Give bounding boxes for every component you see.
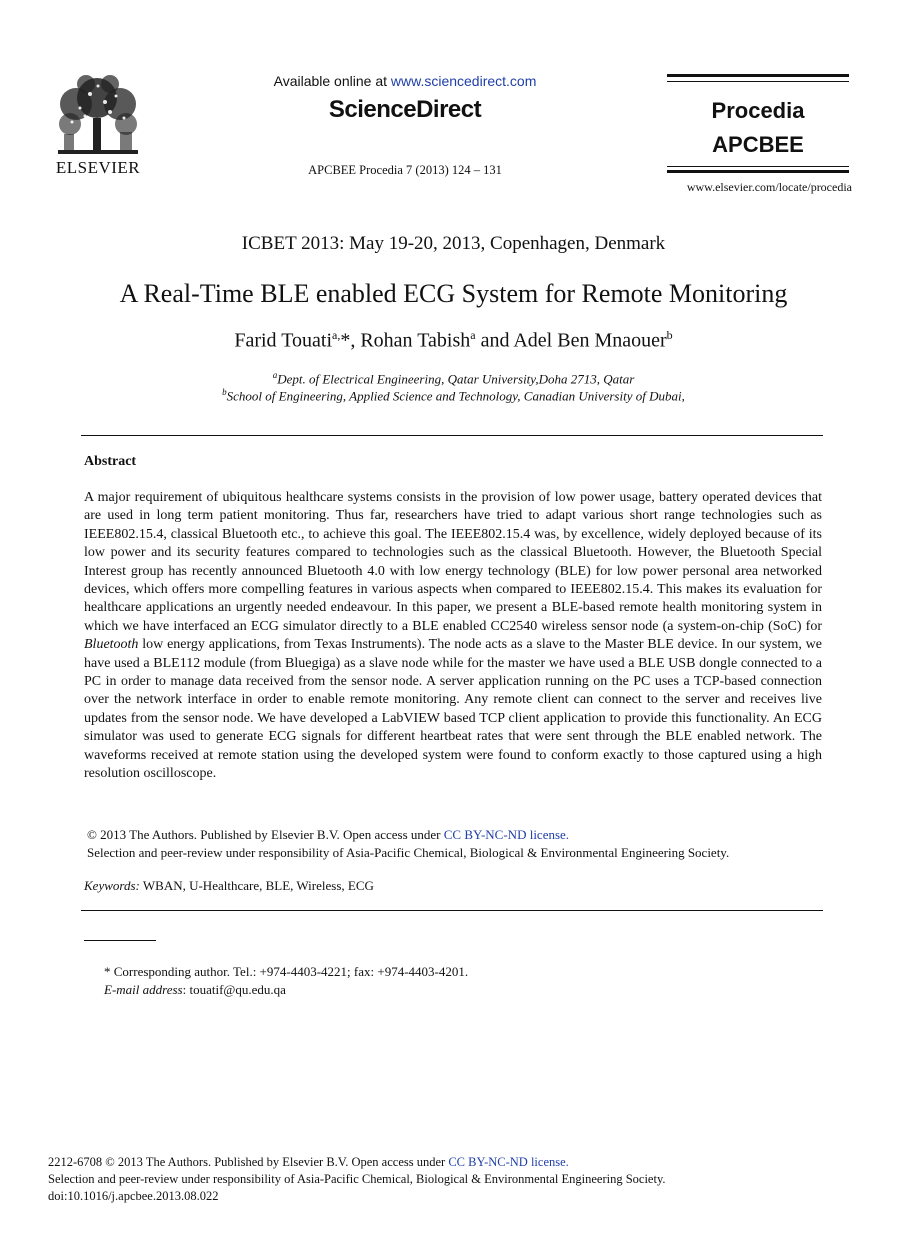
footnote-rule [84,940,156,941]
author-affil-sup: a, [332,328,341,342]
footer-line1 [48,1154,868,1171]
masthead-rule-top [667,74,849,77]
conference-line: ICBET 2013: May 19-20, 2013, Copenhagen, Denmark [241,233,666,254]
abstract-part2: low energy applications, from Texas Instruments). The node acts as a slave to the Master BLE device. In our system, we have used a BLE112 module (from Bluegiga) as a slave node while for the master we have used a BLE USB dongle connected to a PC in order to manage data received from the sensor node. A server application running on the PC uses a TCP-based connection over the network interface in order to enable remote monitoring. Any remote client can connect to the server and receives live updates from the sensor node. We have developed a LabVIEW based TCP client application to provide this functionality. An ECG simulator was used to generate ECG signals for different heartbeat rates that were sent through the BLE enabled network. The waveforms received at remote station using the developed system were found to conform exactly to those captured using a high resolution oscilloscope. [84,637,822,782]
publisher-name: ELSEVIER [55,158,141,177]
sciencedirect-wordmark: ScienceDirect [328,96,482,123]
cc-license-link[interactable]: CC BY-NC-ND license. [443,827,570,842]
abstract-heading: Abstract [84,454,137,469]
elsevier-tree-icon [50,74,146,156]
author-name: Adel Ben Mnaouer [513,329,667,352]
masthead-rule-bottom [667,170,849,173]
author-name: Farid Touati [234,329,333,352]
available-prefix: Available online at [273,73,391,89]
footnote-email: : touatif@qu.edu.qa [182,982,286,997]
procedia-line2: APCBEE [712,132,804,157]
sciencedirect-link[interactable]: www.sciencedirect.com [390,73,537,89]
procedia-masthead [667,74,849,174]
procedia-line1: Procedia [711,98,805,123]
copyright-block [87,826,827,862]
copyright-line1 [87,826,827,844]
divider-bottom [81,910,823,911]
affil-text: Dept. of Electrical Engineering, Qatar University,Doha 2713, Qatar [277,371,635,387]
author-separator: , [350,329,361,352]
footnote-email-line [104,981,468,999]
affil-sup: b [222,387,227,397]
footer-cc-license-link[interactable]: CC BY-NC-ND license. [448,1155,569,1169]
affil-text: School of Engineering, Applied Science and Technology, Canadian University of Dubai, [226,388,685,404]
corresponding-star: * [340,329,351,352]
footnote [104,963,468,999]
footer-line2: Selection and peer-review under responsibility of Asia-Pacific Chemical, Biological & Environmental Engineering Society. [48,1172,666,1186]
author-affil-sup: a [470,328,476,342]
masthead-rule-top-thin [667,81,849,82]
footnote-corresponding: * Corresponding author. Tel.: +974-4403-4221; fax: +974-4403-4201. [104,964,469,979]
affiliation-b [0,387,907,404]
procedia-url[interactable]: www.elsevier.com/locate/procedia [686,180,852,194]
author-separator: and [475,329,514,352]
abstract-italic: Bluetooth [84,637,139,653]
masthead-rule-bottom-thin [667,166,849,167]
abstract-text [84,489,822,784]
author-list [0,328,907,353]
author-affil-sup: b [666,328,673,342]
page-footer [48,1154,868,1205]
footnote-email-label: E-mail address [104,982,183,997]
abstract-part1: A major requirement of ubiquitous healthcare systems consists in the provision of low power usage, battery operated devices that are used in long term patient monitoring. Thus far, researchers have tried to adapt various short range technologies such as IEEE802.15.4, classical Bluetooth etc., to achieve this goal. The IEEE802.15.4 was, by excellence, widely deployed because of its low power and its security features compared to technologies such as the classical Bluetooth. However, the Bluetooth Special Interest group has recently announced Bluetooth 4.0 with low energy technology (BLE) for low power personal area networked devices, which offers more compelling features in various aspects when compared to IEEE802.15.4. This makes its evaluation for healthcare applications an urgently needed endeavour. In this paper, we present a BLE-based remote health monitoring system in which we have interfaced an ECG simulator directly to a BLE enabled CC2540 wireless sensor node (a system-on-chip (SoC) for [84,490,822,634]
author-name: Rohan Tabish [360,329,471,352]
keywords-list: WBAN, U-Healthcare, BLE, Wireless, ECG [139,878,374,893]
keywords [84,878,374,894]
keywords-label: Keywords: [84,878,140,893]
copyright-text: © 2013 The Authors. Published by Elsevier B.V. Open access under [87,827,444,842]
footer-copyright: 2212-6708 © 2013 The Authors. Published by Elsevier B.V. Open access under [48,1155,449,1169]
available-online [225,73,585,89]
affil-sup: a [272,370,278,380]
copyright-line2: Selection and peer-review under responsibility of Asia-Pacific Chemical, Biological & Environmental Engineering Society. [87,845,730,860]
procedia-title [667,94,849,162]
journal-reference: APCBEE Procedia 7 (2013) 124 – 131 [308,163,502,177]
divider-top [81,435,823,436]
paper-title: A Real-Time BLE enabled ECG System for Remote Monitoring [119,279,788,308]
affiliation-a [0,370,907,387]
elsevier-logo [50,74,146,178]
footer-doi: doi:10.1016/j.apcbee.2013.08.022 [48,1189,219,1203]
